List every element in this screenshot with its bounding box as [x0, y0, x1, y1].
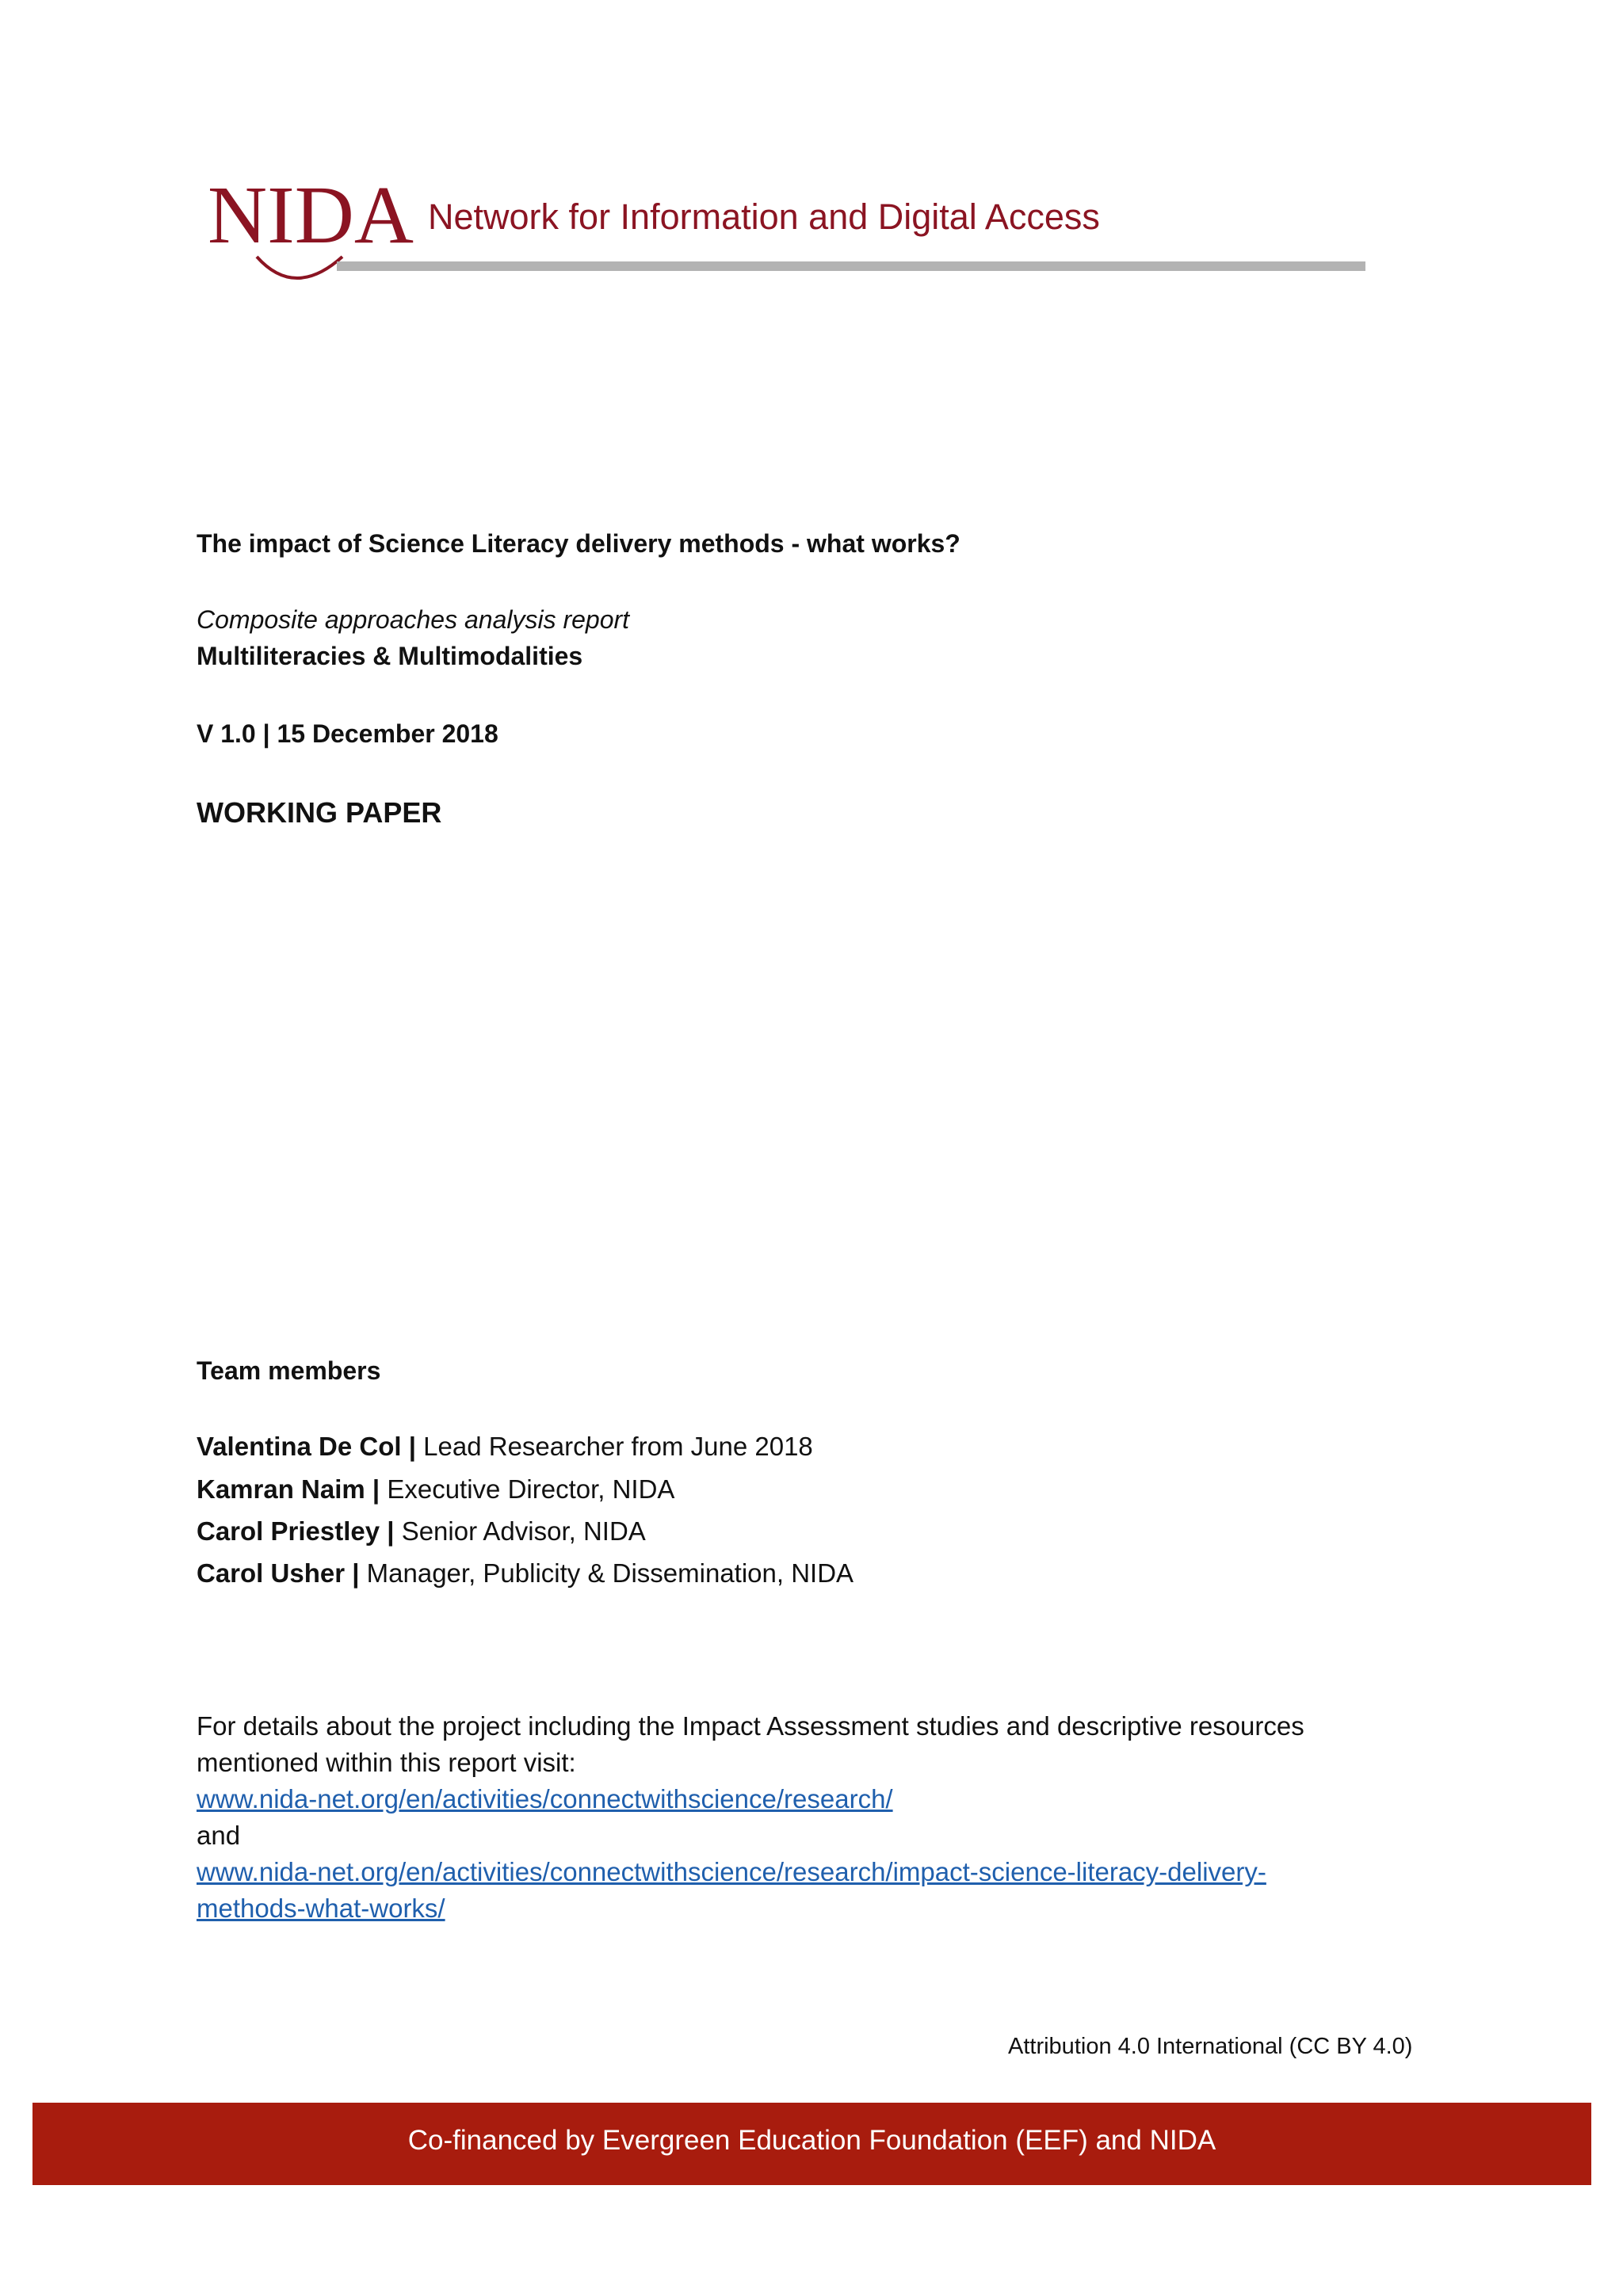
team-member	[197, 1557, 854, 1591]
team-member	[197, 1430, 813, 1464]
project-details	[197, 1708, 1385, 1927]
member-role: Lead Researcher from June 2018	[423, 1432, 813, 1461]
document-version: V 1.0 | 15 December 2018	[197, 719, 498, 748]
header-divider	[337, 261, 1365, 271]
details-conjunction: and	[197, 1821, 241, 1850]
research-link[interactable]: www.nida-net.org/en/activities/connectwithscience/research/	[197, 1784, 893, 1814]
member-role: Manager, Publicity & Dissemination, NIDA	[366, 1558, 854, 1588]
member-role: Senior Advisor, NIDA	[401, 1516, 646, 1546]
member-name: Valentina De Col |	[197, 1432, 416, 1461]
org-name: Network for Information and Digital Access	[428, 196, 1100, 237]
details-intro-line-1: For details about the project including the Impact Assessment studies and descriptive resources	[197, 1711, 1304, 1741]
document-title: The impact of Science Literacy delivery methods - what works?	[197, 529, 960, 558]
member-role: Executive Director, NIDA	[387, 1474, 675, 1504]
logo-wordmark: NIDA	[208, 170, 414, 261]
document-series: Multiliteracies & Multimodalities	[197, 642, 583, 670]
impact-study-link-line-2[interactable]: methods-what-works/	[197, 1894, 445, 1923]
member-name: Kamran Naim |	[197, 1474, 380, 1504]
footer-text: Co-financed by Evergreen Education Foundation (EEF) and NIDA	[407, 2125, 1216, 2156]
member-name: Carol Priestley |	[197, 1516, 395, 1546]
document-subtitle: Composite approaches analysis report	[197, 605, 630, 634]
document-status: WORKING PAPER	[197, 796, 442, 829]
footer-banner	[32, 2103, 1591, 2185]
member-name: Carol Usher |	[197, 1558, 360, 1588]
impact-study-link-line-1[interactable]: www.nida-net.org/en/activities/connectwithscience/research/impact-science-literacy-delivery-	[197, 1857, 1266, 1886]
team-heading: Team members	[197, 1356, 381, 1385]
license-note: Attribution 4.0 International (CC BY 4.0)	[1008, 2034, 1413, 2059]
details-intro-line-2: mentioned within this report visit:	[197, 1748, 576, 1777]
team-member	[197, 1473, 674, 1507]
team-member	[197, 1515, 646, 1549]
